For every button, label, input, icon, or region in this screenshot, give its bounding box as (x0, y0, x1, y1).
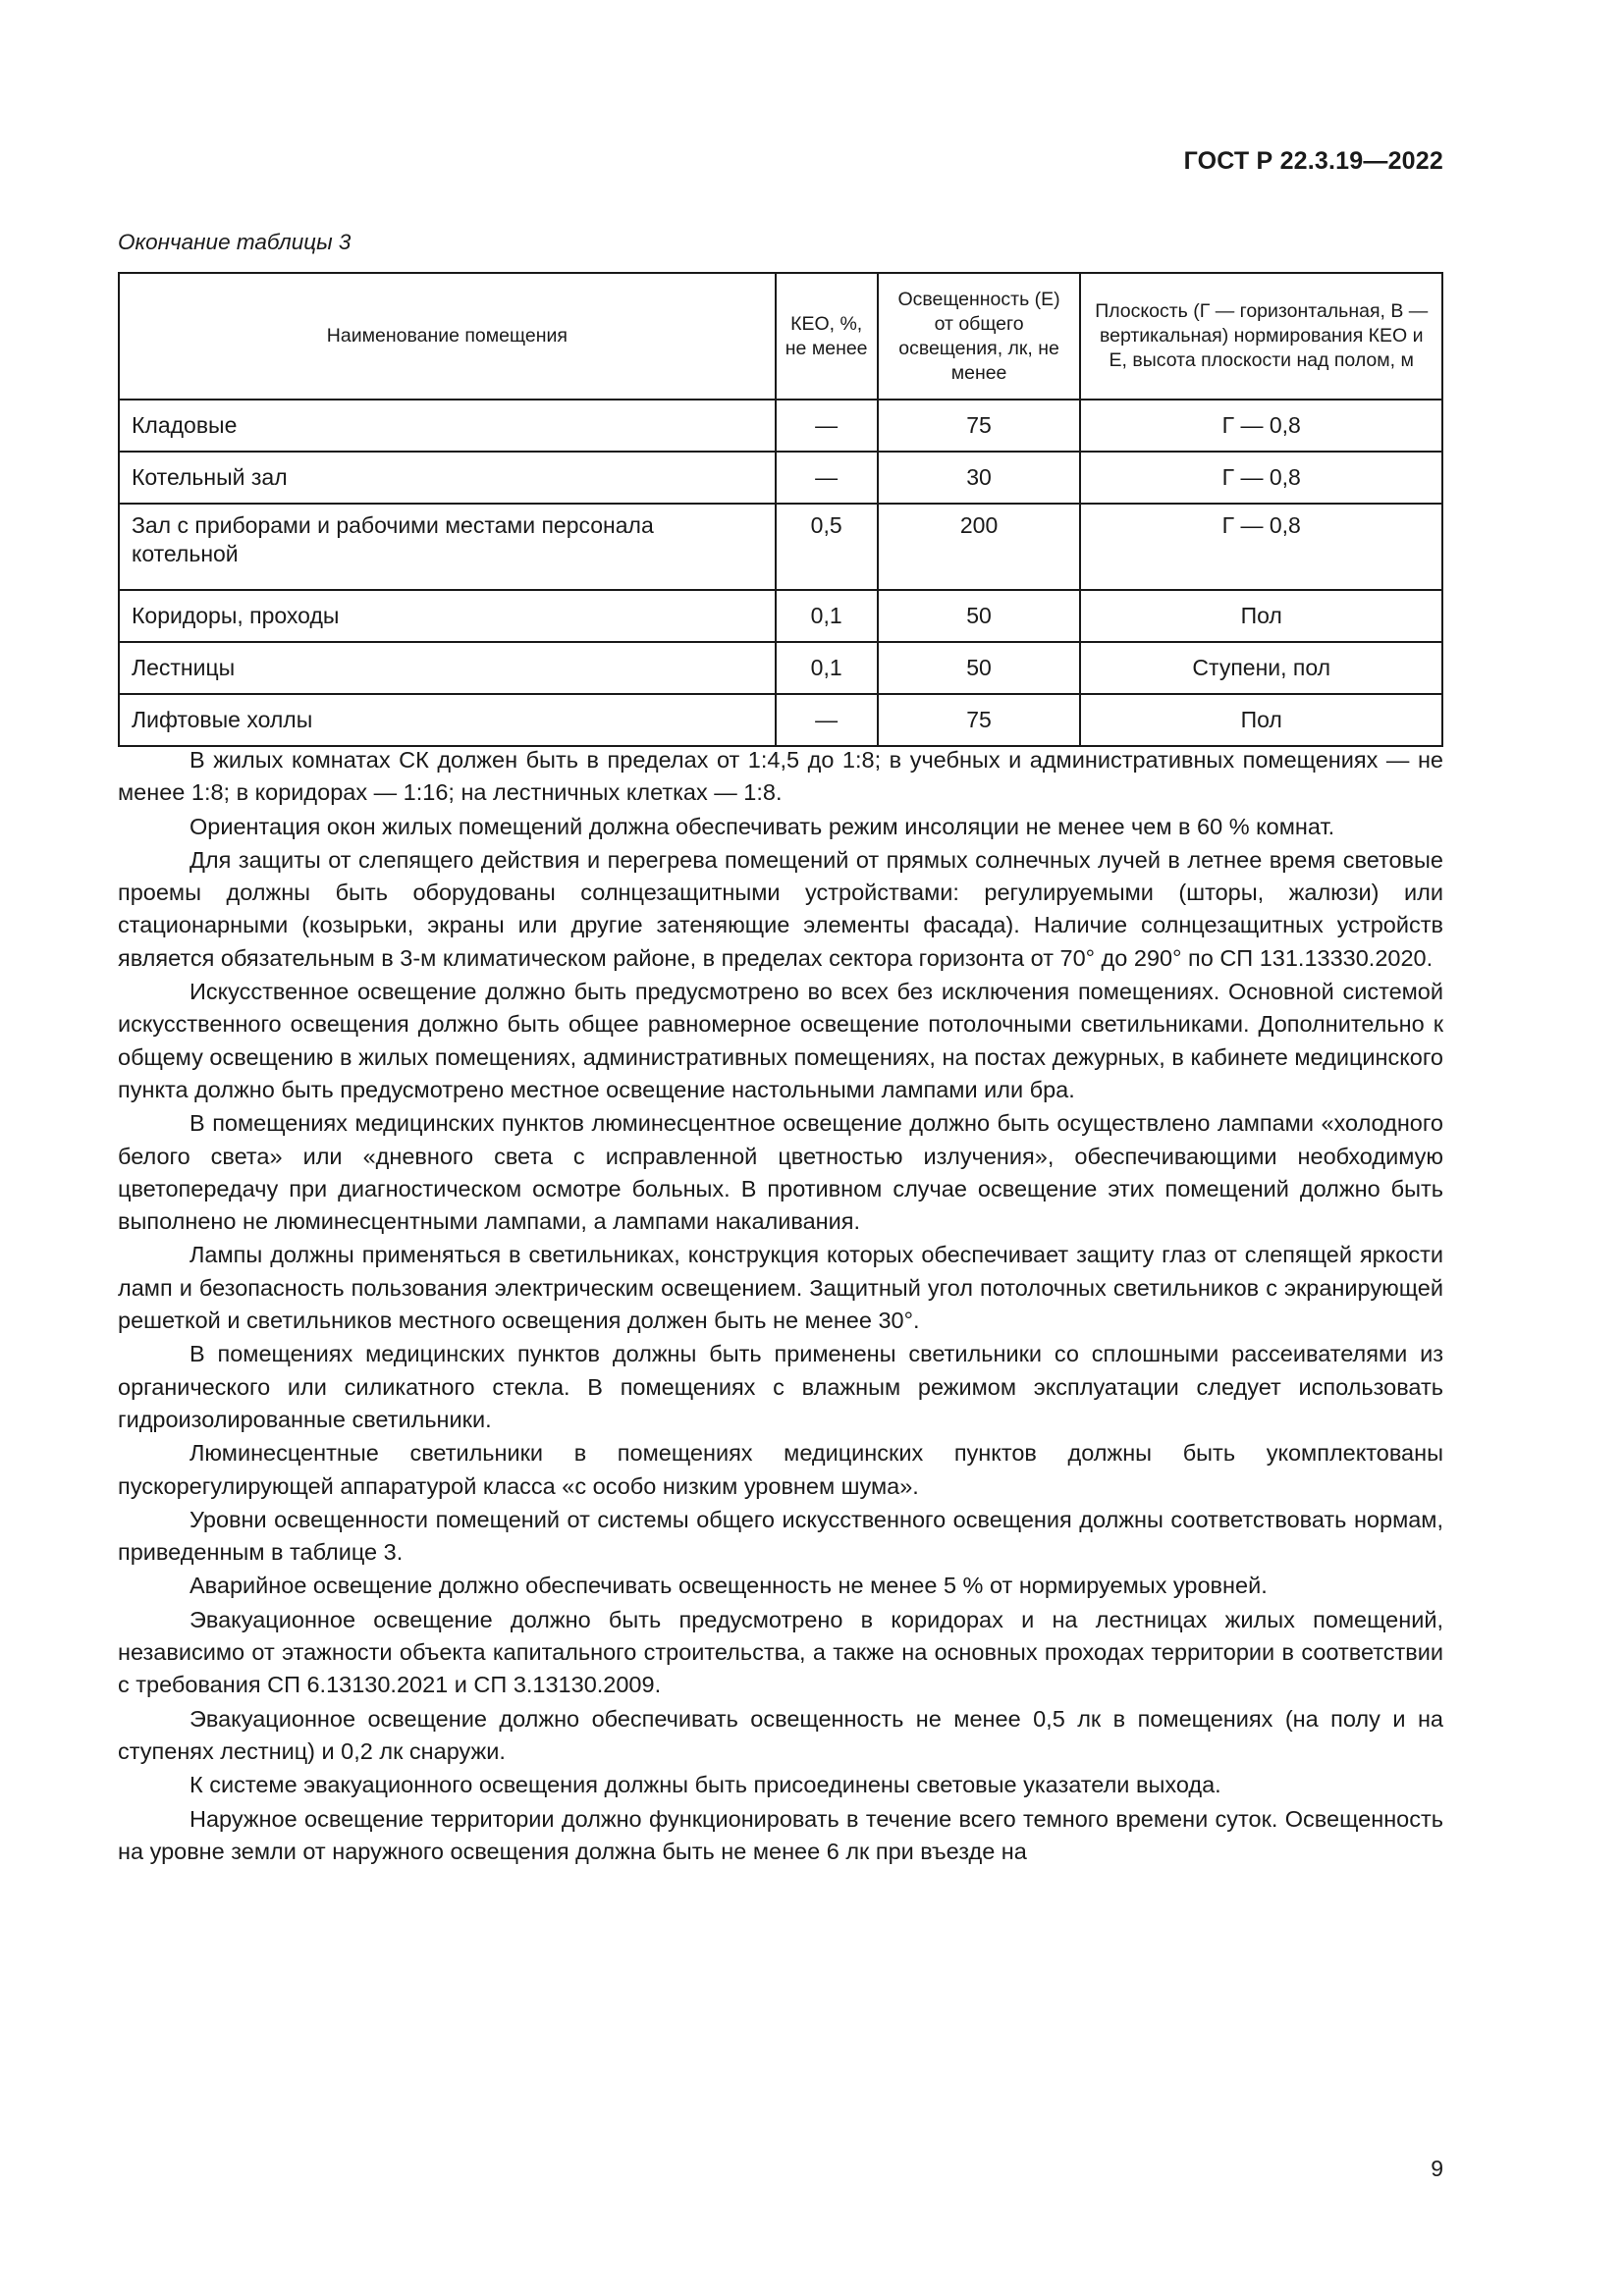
cell-illuminance: 200 (878, 504, 1081, 590)
cell-plane: Г — 0,8 (1080, 400, 1442, 452)
paragraph: В помещениях медицинских пунктов люминесцентное освещение должно быть осуществлено лампами «холодного белого света» или «дневного света с исправленной цветностью излучения», обеспечивающими необходимую цветопередачу при диагностическом осмотре больных. В противном случае освещение этих помещений должно быть выполнено не люминесцентными лампами, а лампами накаливания. (118, 1110, 1443, 1235)
cell-keo: 0,5 (776, 504, 878, 590)
body-text (118, 744, 1443, 1869)
table-row (119, 694, 1442, 746)
cell-keo: — (776, 400, 878, 452)
document-code: ГОСТ Р 22.3.19—2022 (1183, 147, 1443, 175)
table-row (119, 642, 1442, 694)
column-header-room-name: Наименование помещения (119, 273, 776, 400)
paragraph: Люминесцентные светильники в помещениях медицинских пунктов должны быть укомплектованы пускорегулирующей аппаратурой класса «с особо низким уровнем шума». (118, 1440, 1443, 1499)
column-header-keo: КЕО, %, не менее (776, 273, 878, 400)
cell-plane: Пол (1080, 694, 1442, 746)
cell-plane: Пол (1080, 590, 1442, 642)
paragraph: Аварийное освещение должно обеспечивать освещенность не менее 5 % от нормируемых уровней. (189, 1573, 1268, 1599)
cell-keo: 0,1 (776, 642, 878, 694)
cell-plane: Ступени, пол (1080, 642, 1442, 694)
paragraph: В помещениях медицинских пунктов должны быть применены светильники со сплошными рассеивателями из органического или силикатного стекла. В помещениях с влажным режимом эксплуатации следует использовать гидроизолированные светильники. (118, 1341, 1443, 1432)
cell-keo: 0,1 (776, 590, 878, 642)
cell-room-name: Кладовые (119, 400, 776, 452)
cell-illuminance: 75 (878, 400, 1081, 452)
paragraph: Для защиты от слепящего действия и перегрева помещений от прямых солнечных лучей в летнее время световые проемы должны быть оборудованы солнцезащитными устройствами: регулируемыми (шторы, жалюзи) или стационарными (козырьки, экраны или другие затеняющие элементы фасада). Наличие солнцезащитных устройств является обязательным в 3-м климатическом районе, в пределах сектора горизонта от 70° до 290° по СП 131.13330.2020. (118, 846, 1443, 971)
column-header-illuminance: Освещенность (Е) от общего освещения, лк, не менее (878, 273, 1081, 400)
cell-illuminance: 50 (878, 590, 1081, 642)
cell-room-name: Котельный зал (119, 452, 776, 504)
paragraph: Эвакуационное освещение должно обеспечивать освещенность не менее 0,5 лк в помещениях (на полу и на ступенях лестниц) и 0,2 лк снаружи. (118, 1705, 1443, 1764)
table-row (119, 400, 1442, 452)
table-caption: Окончание таблицы 3 (118, 230, 352, 254)
cell-plane: Г — 0,8 (1080, 452, 1442, 504)
paragraph: Уровни освещенности помещений от системы общего искусственного освещения должны соответствовать нормам, приведенным в таблице 3. (118, 1506, 1443, 1566)
paragraph: Лампы должны применяться в светильниках, конструкция которых обеспечивает защиту глаз от слепящей яркости ламп и безопасность пользования электрическим освещением. Защитный угол потолочных светильников с экранирующей решеткой и светильников местного освещения должен быть не менее 30°. (118, 1242, 1443, 1334)
cell-room-name: Лестницы (119, 642, 776, 694)
paragraph: Эвакуационное освещение должно быть предусмотрено в коридорах и на лестницах жилых помещений, независимо от этажности объекта капитального строительства, а также на основных проходах территории в соответствии с требования СП 6.13130.2021 и СП 3.13130.2009. (118, 1606, 1443, 1698)
table-header-row (119, 273, 1442, 400)
paragraph: Наружное освещение территории должно функционировать в течение всего темного времени суток. Освещенность на уровне земли от наружного освещения должна быть не менее 6 лк при въезде на (118, 1805, 1443, 1864)
cell-illuminance: 50 (878, 642, 1081, 694)
cell-room-name: Зал с приборами и рабочими местами персонала котельной (119, 504, 776, 590)
table-row (119, 590, 1442, 642)
cell-keo: — (776, 452, 878, 504)
lighting-norms-table (118, 272, 1443, 747)
cell-keo: — (776, 694, 878, 746)
cell-illuminance: 30 (878, 452, 1081, 504)
paragraph: К системе эвакуационного освещения должны быть присоединены световые указатели выхода. (189, 1772, 1221, 1798)
table-row (119, 452, 1442, 504)
cell-plane: Г — 0,8 (1080, 504, 1442, 590)
table-row (119, 504, 1442, 590)
column-header-plane: Плоскость (Г — горизонтальная, В — вертикальная) нормирования КЕО и Е, высота плоскости над полом, м (1080, 273, 1442, 400)
cell-room-name: Лифтовые холлы (119, 694, 776, 746)
paragraph: Искусственное освещение должно быть предусмотрено во всех без исключения помещениях. Основной системой искусственного освещения должно быть общее равномерное освещение потолочными светильниками. Дополнительно к общему освещению в жилых помещениях, административных помещениях, на постах дежурных, в кабинете медицинского пункта должно быть предусмотрено местное освещение настольными лампами или бра. (118, 979, 1443, 1102)
paragraph: В жилых комнатах СК должен быть в пределах от 1:4,5 до 1:8; в учебных и административных помещениях — не менее 1:8; в коридорах — 1:16; на лестничных клетках — 1:8. (118, 747, 1443, 806)
paragraph: Ориентация окон жилых помещений должна обеспечивать режим инсоляции не менее чем в 60 % комнат. (189, 813, 1335, 839)
cell-room-name: Коридоры, проходы (119, 590, 776, 642)
cell-illuminance: 75 (878, 694, 1081, 746)
page-number: 9 (1431, 2156, 1443, 2181)
